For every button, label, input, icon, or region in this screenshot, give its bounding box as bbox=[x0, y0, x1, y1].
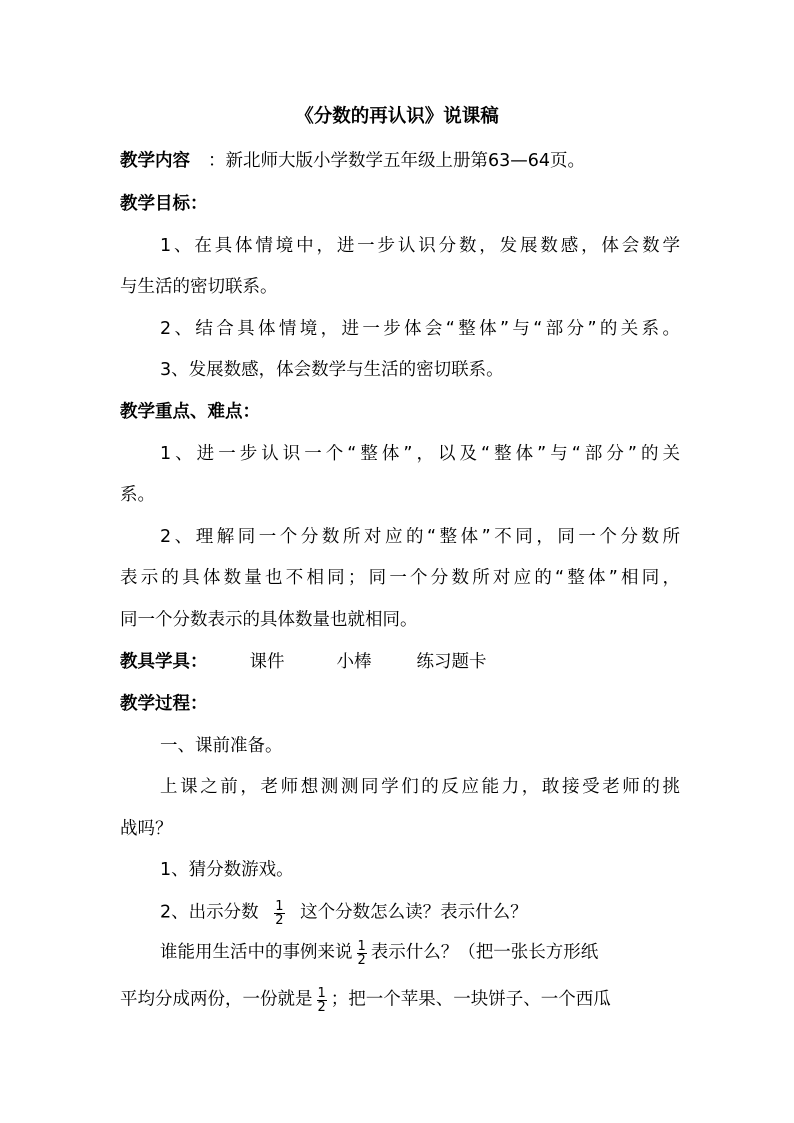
content-line bbox=[120, 150, 680, 172]
fraction-denominator: 2 bbox=[275, 913, 284, 928]
content-label: 教学内容 bbox=[120, 151, 190, 171]
content-text: ：新北师大版小学数学五年级上册第63—64页。 bbox=[208, 151, 586, 171]
process-heading: 教学过程： bbox=[120, 694, 208, 714]
page-title: 《分数的再认识》说课稿 bbox=[295, 106, 499, 127]
game-line: 1、猜分数游戏。 bbox=[160, 860, 294, 880]
key-2-line-2: 表示的具体数量也不相同；同一个分数所对应的“整体”相同， bbox=[120, 568, 680, 588]
goal-2: 2、结合具体情境，进一步体会“整体”与“部分”的关系。 bbox=[160, 319, 680, 339]
show-fraction-line bbox=[160, 899, 680, 926]
intro-line-1: 上课之前，老师想测测同学们的反应能力，敢接受老师的挑 bbox=[160, 777, 680, 797]
tool-sticks: 小棒 bbox=[336, 652, 372, 672]
key-1-line-1: 1、进一步认识一个“整体”，以及“整体”与“部分”的关 bbox=[160, 444, 680, 464]
example-line-1 bbox=[160, 939, 680, 966]
example-pre: 谁能用生活中的事例来说 bbox=[160, 942, 353, 963]
example-post: 表示什么？（把一张长方形纸 bbox=[370, 942, 599, 963]
tool-courseware: 课件 bbox=[249, 652, 285, 672]
example2-post: ；把一个苹果、一块饼子、一个西瓜 bbox=[330, 989, 611, 1010]
fraction-numerator: 1 bbox=[317, 986, 326, 1001]
key-points-heading: 教学重点、难点： bbox=[120, 402, 260, 422]
fraction-numerator: 1 bbox=[275, 899, 284, 914]
key-2-line-1: 2、理解同一个分数所对应的“整体”不同，同一个分数所 bbox=[160, 527, 680, 547]
show-fraction-pre: 2、出示分数 bbox=[160, 902, 259, 923]
goal-1-line-2: 与生活的密切联系。 bbox=[120, 277, 278, 297]
fraction-denominator: 2 bbox=[317, 1000, 326, 1015]
fraction-one-half bbox=[357, 940, 367, 967]
intro-line-2: 战吗？ bbox=[120, 819, 173, 839]
tools-line bbox=[120, 651, 680, 673]
tool-exercise-cards: 练习题卡 bbox=[416, 652, 487, 672]
key-1-line-2: 系。 bbox=[120, 485, 155, 505]
example2-pre: 平均分成两份，一份就是 bbox=[120, 989, 313, 1010]
step-1: 一、课前准备。 bbox=[160, 736, 283, 756]
show-fraction-post: 这个分数怎么读？表示什么？ bbox=[300, 902, 528, 923]
example-line-2 bbox=[120, 986, 680, 1013]
goals-heading: 教学目标： bbox=[120, 194, 208, 214]
tools-label: 教具学具： bbox=[120, 652, 208, 672]
fraction-one-half bbox=[317, 987, 327, 1014]
fraction-numerator: 1 bbox=[357, 939, 366, 954]
goal-1-line-1: 1、在具体情境中，进一步认识分数，发展数感，体会数学 bbox=[160, 236, 680, 256]
fraction-one-half bbox=[274, 900, 284, 927]
key-2-line-3: 同一个分数表示的具体数量也就相同。 bbox=[120, 610, 418, 630]
fraction-denominator: 2 bbox=[357, 953, 366, 968]
goal-3: 3、发展数感，体会数学与生活的密切联系。 bbox=[160, 360, 504, 380]
